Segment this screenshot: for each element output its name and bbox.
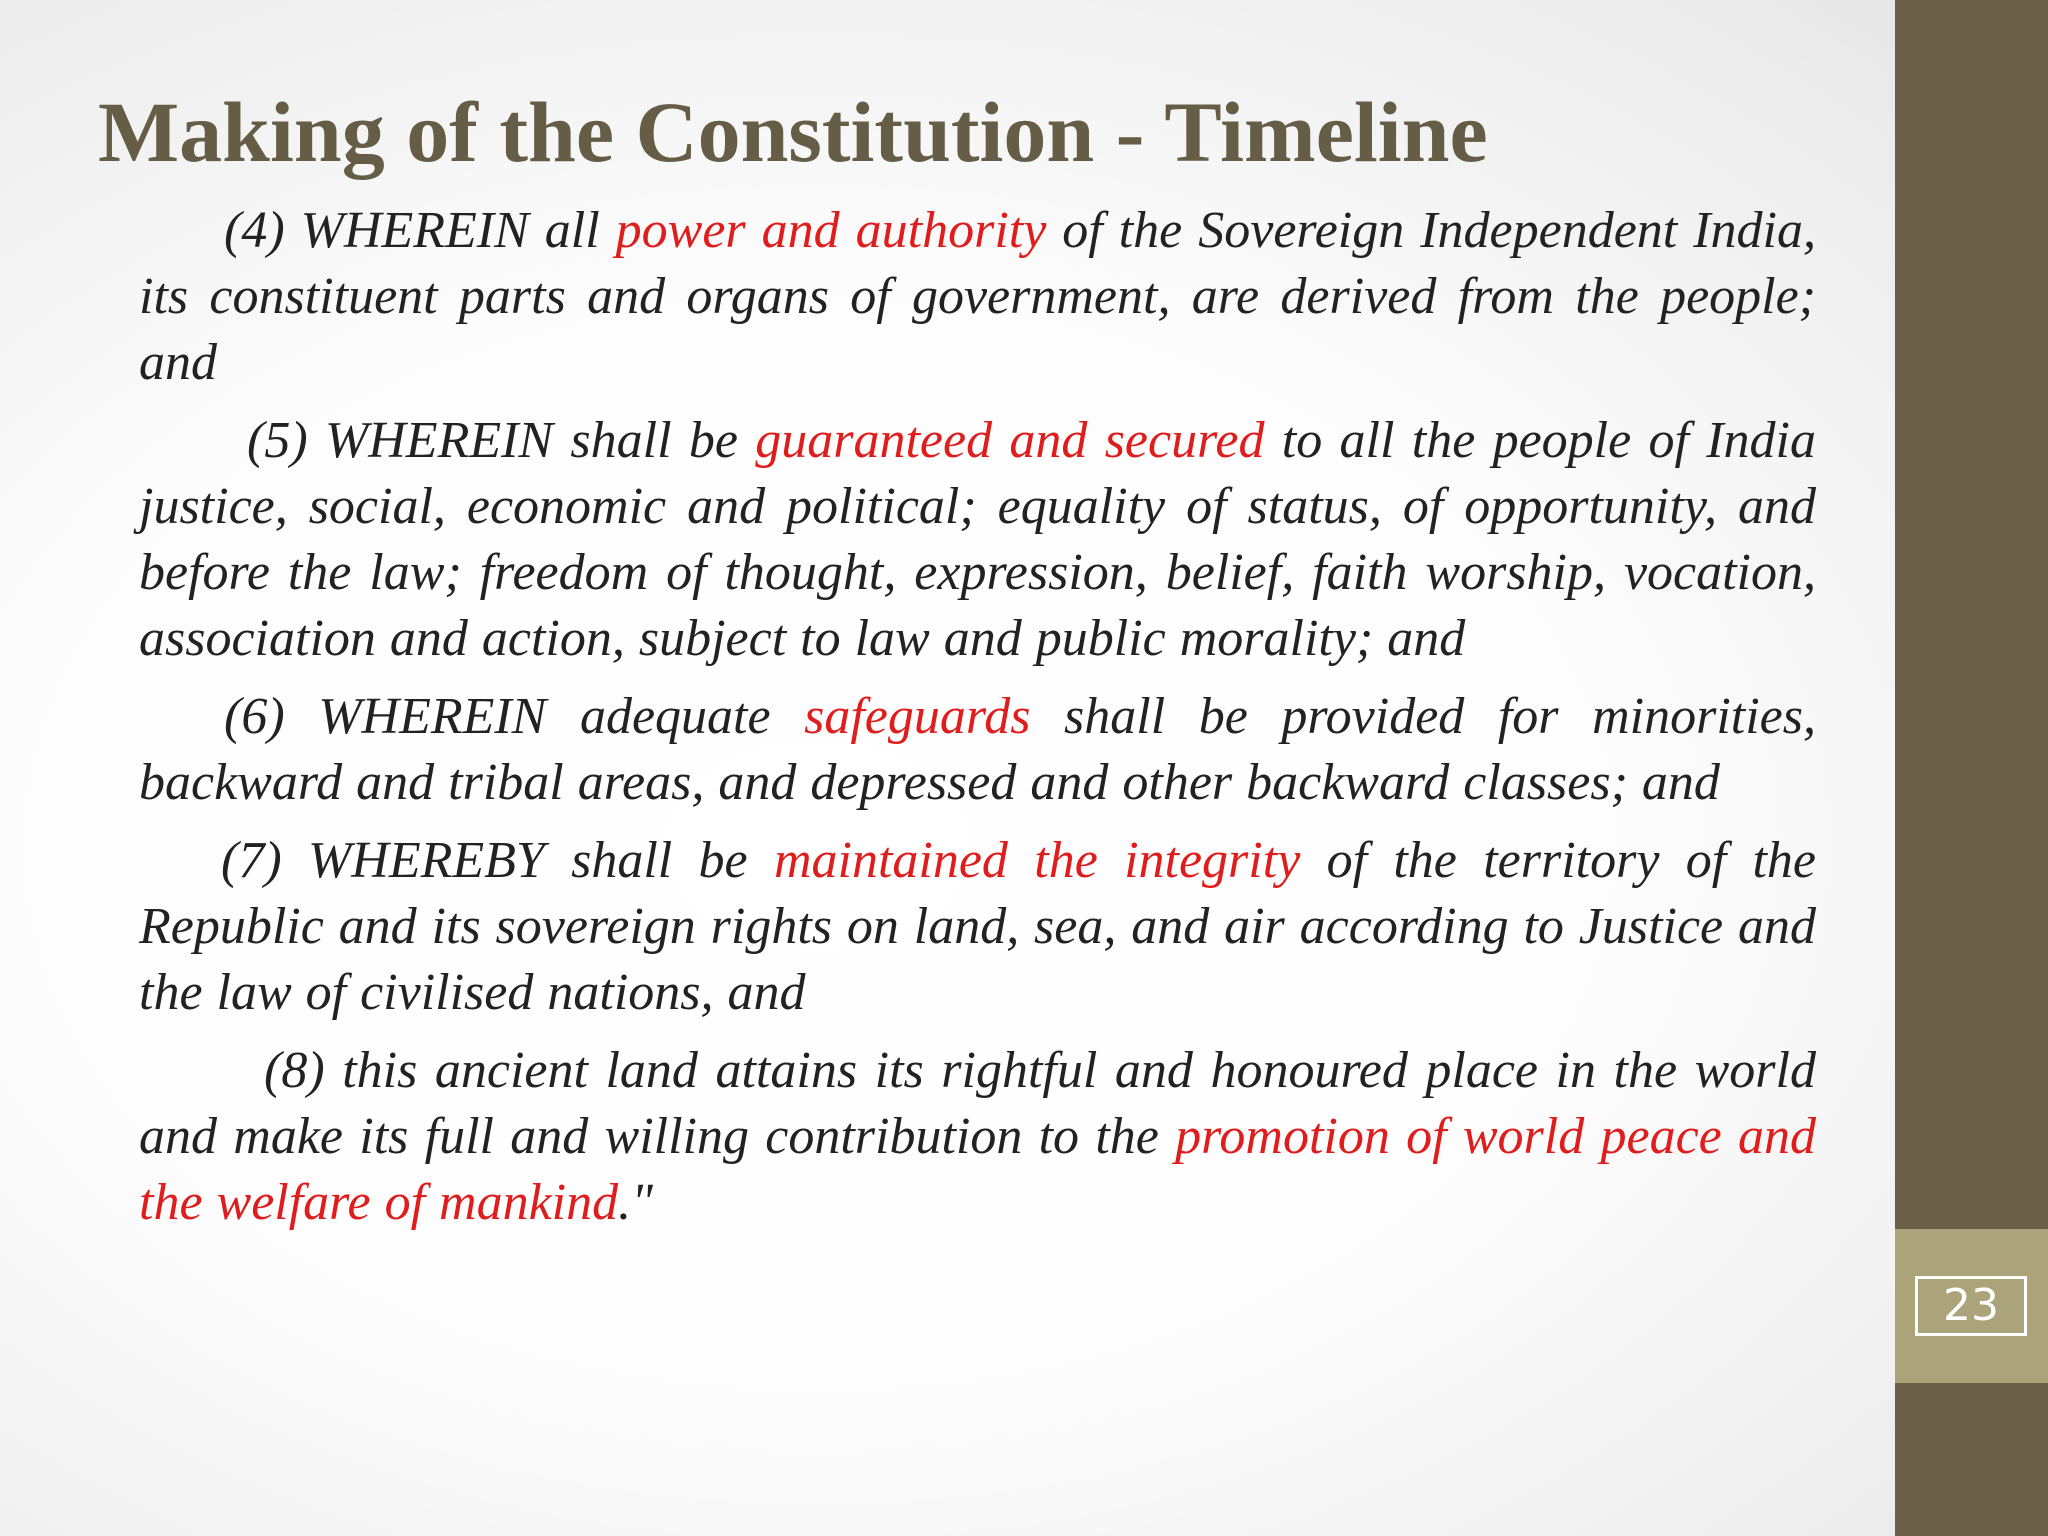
clause-text: ." xyxy=(618,1174,653,1231)
paragraph-clause-6 xyxy=(139,684,1816,816)
paragraph-clause-8 xyxy=(139,1038,1816,1236)
highlighted-phrase: promotion of world peace and the welfare of mankind xyxy=(139,1108,1816,1231)
clause-text: shall be provided for minorities, backward and tribal areas, and depressed and other backward classes; and xyxy=(139,688,1817,811)
highlighted-phrase: guaranteed and secured xyxy=(755,412,1265,469)
paragraph-clause-5 xyxy=(139,408,1816,672)
clause-text: (8) this ancient land attains its rightful and honoured place in the world and make its full and willing contribution to the xyxy=(139,1042,1816,1165)
clause-text: (6) WHEREIN adequate xyxy=(224,688,805,745)
clause-text: of the Sovereign Independent India, its constituent parts and organs of government, are derived from the people; and xyxy=(139,202,1816,391)
page-number: 23 xyxy=(1915,1276,2027,1336)
paragraph-clause-4 xyxy=(139,198,1816,396)
highlighted-phrase: safeguards xyxy=(804,688,1031,745)
slide-body xyxy=(139,198,1816,1248)
highlighted-phrase: maintained the integrity xyxy=(773,832,1301,889)
highlighted-phrase: power and authority xyxy=(615,202,1047,259)
clause-text: of the territory of the Republic and its sovereign rights on land, sea, and air according to Justice and the law of civilised nations, and xyxy=(139,832,1817,1021)
clause-text: (4) WHEREIN all xyxy=(224,202,616,259)
clause-text: (5) WHEREIN shall be xyxy=(247,412,756,469)
slide-title: Making of the Constitution - Timeline xyxy=(98,84,1488,180)
paragraph-clause-7 xyxy=(139,828,1816,1026)
clause-text: to all the people of India justice, social, economic and political; equality of status, of opportunity, and before the law; freedom of thought, expression, belief, faith worship, vocation, association and action, subject to law and public morality; and xyxy=(139,412,1816,667)
clause-text: (7) WHEREBY shall be xyxy=(221,832,774,889)
